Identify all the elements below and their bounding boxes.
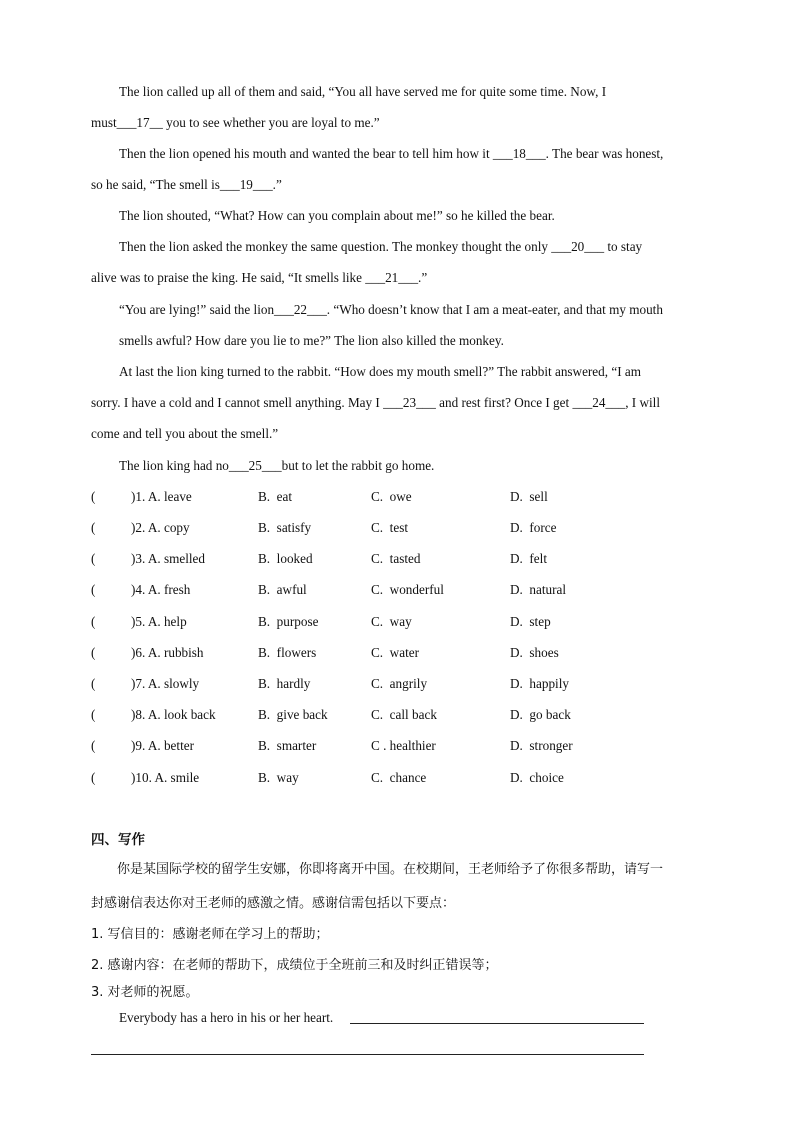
question-row-1 <box>91 487 711 507</box>
writing-prompt <box>91 860 703 880</box>
question-row-10 <box>91 768 711 788</box>
passage-paragraph-1 <box>91 76 703 138</box>
answer-bracket[interactable]: ( <box>91 676 96 691</box>
option-c: C . healthier <box>371 738 436 753</box>
option-d: D. happily <box>510 676 569 691</box>
option-b: B. smarter <box>258 738 317 753</box>
passage-text: The lion shouted, “What? How can you complain about me!” so he killed the bear. <box>119 208 555 223</box>
passage-text: Then the lion asked the monkey the same question. The monkey thought the only ___20___ to stay <box>119 239 643 254</box>
option-d: D. stronger <box>510 738 573 753</box>
answer-bracket[interactable]: ( <box>91 489 96 504</box>
passage-text: At last the lion king turned to the rabbit. “How does my mouth smell?” The rabbit answered, “I am <box>119 364 642 379</box>
option-a: )6. A. rubbish <box>131 645 204 660</box>
question-row-5 <box>91 612 711 632</box>
option-b: B. satisfy <box>258 520 312 535</box>
passage-text: smells awful? How dare you lie to me?” The lion also killed the monkey. <box>119 333 504 348</box>
option-c: C. chance <box>371 770 427 785</box>
answer-line-1[interactable] <box>350 1023 644 1024</box>
passage-paragraph-4 <box>91 231 703 293</box>
option-d: D. natural <box>510 582 567 597</box>
question-row-2 <box>91 518 711 538</box>
option-b: B. looked <box>258 551 313 566</box>
answer-bracket[interactable]: ( <box>91 551 96 566</box>
question-row-9 <box>91 736 711 756</box>
option-b: B. flowers <box>258 645 317 660</box>
starter-text: Everybody has a hero in his or her heart. <box>119 1010 334 1025</box>
writing-point-3: 3. 对老师的祝愿。 <box>91 985 199 1000</box>
passage-text: must___17__ you to see whether you are loyal to me.” <box>91 115 380 130</box>
option-b: B. give back <box>258 707 328 722</box>
option-d: D. go back <box>510 707 571 722</box>
option-b: B. purpose <box>258 614 319 629</box>
option-d: D. force <box>510 520 557 535</box>
option-d: D. choice <box>510 770 564 785</box>
option-c: C. test <box>371 520 408 535</box>
passage-text: come and tell you about the smell.” <box>91 426 279 441</box>
option-a: )7. A. slowly <box>131 676 200 691</box>
answer-bracket[interactable]: ( <box>91 770 96 785</box>
writing-prompt-line2: 封感谢信表达你对王老师的感激之情。感谢信需包括以下要点： <box>91 896 456 911</box>
passage-paragraph-2 <box>91 138 703 200</box>
writing-point-2: 2. 感谢内容：在老师的帮助下，成绩位于全班前三和及时纠正错误等； <box>91 958 498 973</box>
answer-bracket[interactable]: ( <box>91 738 96 753</box>
passage-paragraph-5 <box>91 294 703 356</box>
option-c: C. water <box>371 645 419 660</box>
section-heading: 四、写作 <box>91 832 145 848</box>
answer-bracket[interactable]: ( <box>91 707 96 722</box>
option-a: )1. A. leave <box>131 489 192 504</box>
option-c: C. call back <box>371 707 437 722</box>
option-a: )8. A. look back <box>131 707 216 722</box>
option-b: B. eat <box>258 489 293 504</box>
question-row-8 <box>91 705 711 725</box>
answer-line-2[interactable] <box>91 1054 644 1055</box>
passage-paragraph-3 <box>91 200 703 231</box>
passage-text: The lion called up all of them and said, “You all have served me for quite some time. Now, I <box>119 84 607 99</box>
question-row-6 <box>91 643 711 663</box>
passage-text: sorry. I have a cold and I cannot smell anything. May I ___23___ and rest first? Once I get ___24___, I will <box>91 395 660 410</box>
passage-paragraph-7 <box>91 450 703 481</box>
answer-bracket[interactable]: ( <box>91 582 96 597</box>
question-row-3 <box>91 549 711 569</box>
option-d: D. step <box>510 614 551 629</box>
passage-text: alive was to praise the king. He said, “It smells like ___21___.” <box>91 270 428 285</box>
passage-text: The lion king had no___25___but to let the rabbit go home. <box>119 458 435 473</box>
answer-bracket[interactable]: ( <box>91 520 96 535</box>
prompt-text: 你是某国际学校的留学生安娜，你即将离开中国。在校期间，王老师给予了你很多帮助，请写一 <box>117 862 664 877</box>
option-d: D. felt <box>510 551 547 566</box>
option-c: C. angrily <box>371 676 428 691</box>
option-d: D. shoes <box>510 645 559 660</box>
option-a: )3. A. smelled <box>131 551 205 566</box>
question-row-4 <box>91 580 711 600</box>
option-a: )4. A. fresh <box>131 582 191 597</box>
option-a: )10. A. smile <box>131 770 200 785</box>
option-c: C. tasted <box>371 551 421 566</box>
question-row-7 <box>91 674 711 694</box>
option-a: )2. A. copy <box>131 520 190 535</box>
passage-text: “You are lying!” said the lion___22___. “Who doesn’t know that I am a meat-eater, and that my mouth <box>119 302 663 317</box>
option-d: D. sell <box>510 489 548 504</box>
option-b: B. way <box>258 770 299 785</box>
option-a: )5. A. help <box>131 614 187 629</box>
answer-bracket[interactable]: ( <box>91 614 96 629</box>
option-b: B. hardly <box>258 676 311 691</box>
option-b: B. awful <box>258 582 307 597</box>
option-a: )9. A. better <box>131 738 194 753</box>
option-c: C. owe <box>371 489 412 504</box>
option-c: C. way <box>371 614 412 629</box>
passage-paragraph-6 <box>91 356 703 449</box>
writing-starter <box>91 1008 703 1028</box>
option-c: C. wonderful <box>371 582 444 597</box>
passage-text: Then the lion opened his mouth and wanted the bear to tell him how it ___18___. The bear was honest, <box>119 146 664 161</box>
writing-point-1: 1. 写信目的：感谢老师在学习上的帮助； <box>91 927 329 942</box>
answer-bracket[interactable]: ( <box>91 645 96 660</box>
passage-text: so he said, “The smell is___19___.” <box>91 177 282 192</box>
